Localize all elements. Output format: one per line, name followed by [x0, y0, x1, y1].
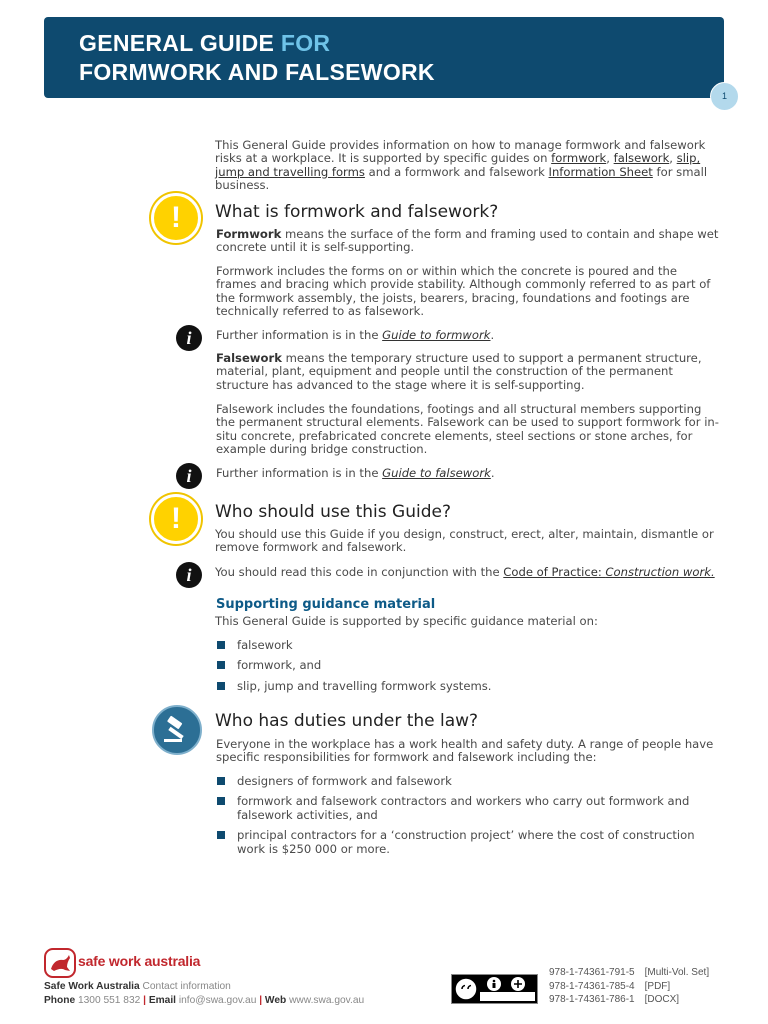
- separator: |: [259, 995, 263, 1006]
- warning-icon: [151, 193, 201, 243]
- kangaroo-logo-icon: [44, 948, 76, 978]
- document-title: [79, 29, 435, 87]
- info-formwork: [216, 329, 716, 342]
- section-heading-who-should-use: Who should use this Guide?: [215, 502, 451, 522]
- isbn-number: 978-1-74361-786-1: [549, 994, 635, 1005]
- isbn-number: 978-1-74361-791-5: [549, 967, 635, 978]
- phone-label: Phone: [44, 995, 76, 1006]
- web-link[interactable]: www.swa.gov.au: [286, 995, 365, 1006]
- formwork-def-text: means the surface of the form and framing used to contain and shape wet concrete until it is self-supporting.: [216, 227, 719, 255]
- list-item: principal contractors for a ‘construction project’ where the cost of construction work is $250 000 or more.: [216, 829, 724, 856]
- email-link[interactable]: info@swa.gov.au: [176, 995, 260, 1006]
- isbn-row: [549, 980, 709, 994]
- falsework-paragraph: Falsework includes the foundations, footings and all structural members supporting the permanent structural elements. Falsework can be used to support formwork for in-situ concrete, prefabricated concrete elements, steel sections or stone arches, for example during bridge construction.: [216, 402, 719, 457]
- section-heading-formwork-falsework: What is formwork and falsework?: [215, 202, 499, 222]
- formwork-paragraph: Formwork includes the forms on or within which the concrete is poured and the frames and bracing which provide stability. Although commonly referred to as part of the formwork assembly, the joists, bearers, bracing, foundations and footings are technically referred to as falsework.: [216, 264, 711, 319]
- phone-number: 1300 551 832: [75, 995, 144, 1006]
- link-guide-to-falsework[interactable]: Guide to falsework: [382, 466, 491, 480]
- link-code-of-practice[interactable]: [503, 565, 714, 579]
- section-heading-duties: Who has duties under the law?: [215, 711, 479, 731]
- info-falsework: [216, 467, 716, 480]
- web-label: Web: [262, 995, 287, 1006]
- org-name: Safe Work Australia: [44, 981, 140, 992]
- info-icon: i: [176, 463, 202, 489]
- contact-line-2: [44, 994, 364, 1008]
- contact-line-1: [44, 980, 364, 994]
- info-falsework-end: .: [490, 466, 495, 480]
- info-falsework-text: Further information is in the: [216, 466, 383, 480]
- isbn-number: 978-1-74361-785-4: [549, 980, 635, 992]
- falsework-term: Falsework: [216, 351, 282, 365]
- info-formwork-end: .: [490, 328, 495, 342]
- isbn-format: [DOCX]: [644, 994, 680, 1005]
- separator: |: [143, 995, 146, 1006]
- cc-by-nc-icon: [452, 975, 537, 1003]
- list-item: designers of formwork and falsework: [216, 775, 724, 788]
- header-banner: [44, 17, 724, 98]
- info-icon: i: [176, 325, 202, 351]
- creative-commons-badge[interactable]: [451, 974, 538, 1004]
- intro-text: This General Guide provides information on how to manage formwork and falsework risks at a workplace. It is supported by specific guides on: [215, 138, 706, 166]
- warning-icon: [151, 494, 201, 544]
- link-code-text: Code of Practice:: [503, 565, 606, 579]
- intro-text-2: and a formwork and falsework: [364, 164, 549, 179]
- intro-paragraph: [215, 139, 725, 193]
- falsework-def-text: means the temporary structure used to support a permanent structure, material, plant, equipment and people until the construction of the permanent structure has advanced to the stage where it is self-supporting.: [216, 351, 702, 392]
- who-should-use-paragraph: You should use this Guide if you design, construct, erect, alter, maintain, dismantle or remove formwork and falsework.: [215, 527, 714, 555]
- info-code-text: You should read this code in conjunction with the: [215, 565, 504, 579]
- list-item: falsework: [216, 639, 721, 652]
- contact-label: Contact information: [139, 981, 231, 992]
- isbn-format: [PDF]: [644, 980, 671, 992]
- isbn-row: [549, 993, 709, 1007]
- supporting-paragraph: This General Guide is supported by specific guidance material on:: [215, 614, 598, 628]
- safe-work-australia-logo[interactable]: [44, 948, 201, 982]
- intro-text-3: for small business.: [215, 164, 708, 193]
- isbn-row: [549, 966, 709, 980]
- subheading-supporting-guidance: Supporting guidance material: [216, 597, 436, 612]
- list-item: formwork, and: [216, 659, 721, 672]
- email-label: Email: [145, 995, 176, 1006]
- title-part1: GENERAL GUIDE: [79, 30, 275, 56]
- formwork-term: Formwork: [216, 227, 282, 241]
- gavel-icon: [152, 705, 202, 755]
- supporting-list: [216, 639, 721, 693]
- formwork-definition: [216, 228, 721, 255]
- isbn-list: [549, 966, 709, 1007]
- link-formwork[interactable]: formwork: [551, 151, 607, 166]
- info-icon: i: [176, 562, 202, 588]
- gavel-svg: [154, 707, 200, 753]
- duties-paragraph: Everyone in the workplace has a work health and safety duty. A range of people have specific responsibilities for formwork and falsework including the:: [216, 737, 714, 765]
- page-number-badge: 1: [710, 82, 739, 111]
- link-falsework[interactable]: falsework: [613, 151, 670, 166]
- link-slip-jump-forms[interactable]: slip, jump and travelling forms: [215, 151, 701, 179]
- list-item: slip, jump and travelling formwork systems.: [216, 680, 721, 693]
- exclamation-glyph: !: [171, 502, 181, 535]
- intro-comma-2: ,: [669, 151, 677, 166]
- exclamation-glyph: !: [171, 201, 181, 234]
- link-guide-to-formwork[interactable]: Guide to formwork: [382, 328, 491, 342]
- duties-list: [216, 775, 724, 856]
- title-part2: FOR: [280, 30, 331, 56]
- isbn-format: [Multi-Vol. Set]: [644, 967, 710, 978]
- logo-text: safe work australia: [78, 953, 201, 969]
- intro-comma: ,: [606, 151, 614, 166]
- info-formwork-text: Further information is in the: [216, 328, 383, 342]
- contact-info: [44, 980, 364, 1008]
- list-item: formwork and falsework contractors and workers who carry out formwork and falsework activities, and: [216, 795, 724, 822]
- falsework-definition: [216, 352, 721, 392]
- link-information-sheet[interactable]: Information Sheet: [548, 164, 653, 179]
- title-line2: FORMWORK AND FALSEWORK: [79, 59, 435, 85]
- link-code-italic: Construction work.: [605, 565, 715, 579]
- info-code-of-practice: [215, 566, 725, 579]
